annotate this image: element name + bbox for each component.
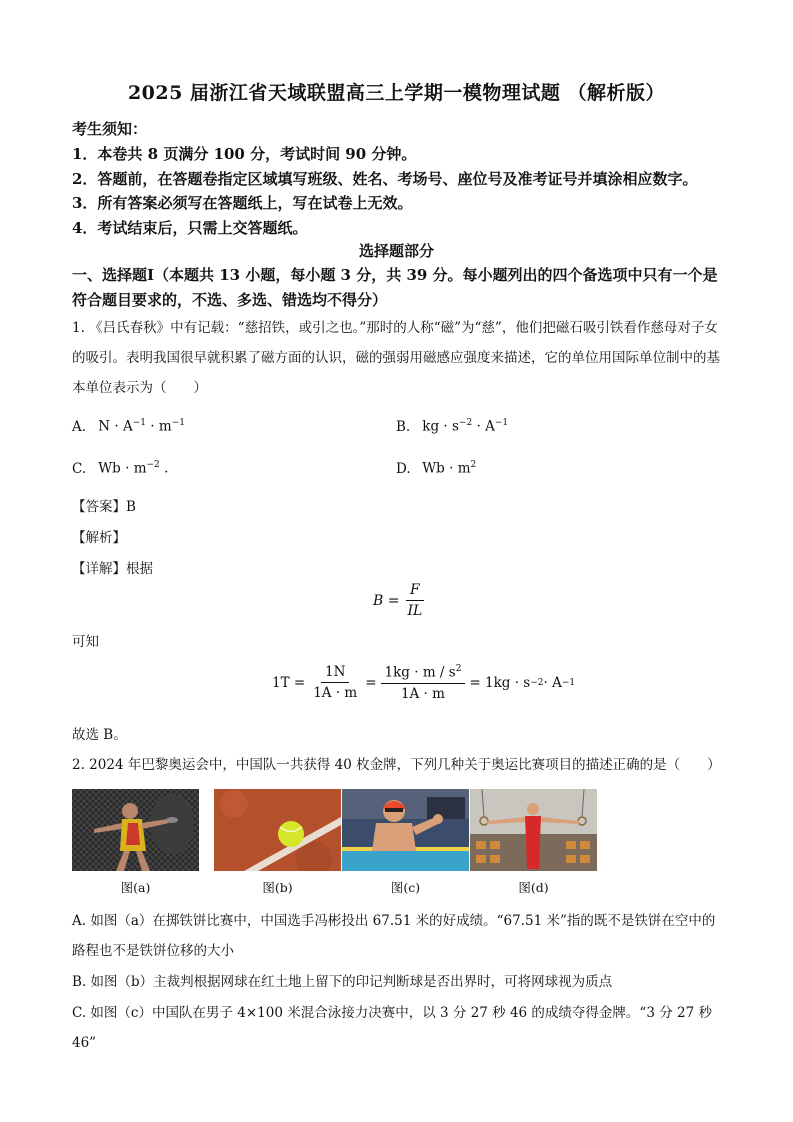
q2-option-c[interactable]: C. 如图（c）中国队在男子 4×100 米混合泳接力决赛中，以 3 分 27 秒 46 的成绩夺得金牌。“3 分 27 秒 46”	[72, 1005, 712, 1051]
option-text: Wb · m	[422, 460, 471, 477]
caption-b: 图(b)	[262, 880, 293, 895]
formula2-frac2-num: 1kg · m / s	[384, 664, 456, 681]
notice-heading: 考生须知：	[72, 120, 148, 138]
q1-option-a[interactable]: A. $N \cdot A^{-1} \cdot m^{-1}$	[72, 418, 185, 435]
formula2-rhs-tail: · A	[543, 674, 562, 691]
notice-line-4: 4．考试结束后，只需上交答题纸。	[72, 219, 308, 237]
formula2-frac1-num: 1N	[321, 664, 349, 683]
caption-a: 图(a)	[120, 880, 151, 895]
option-text: Wb · m	[98, 460, 147, 477]
notice-line-3: 3．所有答案必须写在答题纸上，写在试卷上无效。	[72, 194, 413, 212]
q1-answer: 【答案】B	[72, 499, 136, 515]
option-text: N · A	[98, 418, 133, 435]
q2-stem: 2. 2024 年巴黎奥运会中，中国队一共获得 40 枚金牌，下列几种关于奥运比赛项目的描述正确的是（ ）	[72, 757, 721, 773]
q1-knowing: 可知	[72, 634, 99, 650]
q2-option-b[interactable]: B. 如图（b）主裁判根据网球在红土地上留下的印记判断球是否出界时，可将网球视为质点	[72, 974, 613, 990]
section-title: 选择题部分	[358, 242, 434, 260]
photo-swimmer	[342, 789, 469, 871]
q2-option-a[interactable]: A. 如图（a）在掷铁饼比赛中，中国选手冯彬投出 67.51 米的好成绩。“67.51 米”指的既不是铁饼在空中的路程也不是铁饼位移的大小	[72, 913, 716, 959]
q1-option-b[interactable]: B. kg · $s^{-2} \cdot A^{-1}$	[396, 418, 509, 435]
option-letter: D.	[396, 460, 411, 477]
photo-discus-thrower	[72, 789, 199, 871]
q1-stem: 1. 《吕氏春秋》中有记载：“慈招铁，或引之也。”那时的人称“磁”为“慈”，他们把磁石吸引铁看作慈母对子女的吸引。表明我国很早就积累了磁方面的认识，磁的强弱用磁感应强度来描述，它的单位用国际单位制中的基本单位表示为（ ）	[72, 320, 720, 396]
part1-heading: 一、选择题Ⅰ（本题共 13 小题，每小题 3 分，共 39 分。每小题列出的四个备选项中只有一个是符合题目要求的，不选、多选、错选均不得分）	[72, 266, 718, 309]
formula2-frac1-den: 1A · m	[313, 685, 358, 702]
option-letter: C.	[72, 460, 87, 477]
q1-option-d[interactable]: D. $Wb \cdot m^2$	[396, 460, 477, 477]
formula-lhs: B =	[373, 592, 400, 609]
notice-line-2: 2．答题前，在答题卷指定区域填写班级、姓名、考场号、座位号及准考证号并填涂相应数字。	[72, 170, 698, 188]
formula-numerator: F	[406, 582, 424, 601]
option-text: kg · s	[422, 418, 459, 435]
option-letter: A.	[72, 418, 87, 435]
formula-unit-tesla: 1T = $\frac{1N}{1A \cdot m}$ = $\frac{1kg \cdot m / s^2}{1A \cdot m}$ = 1kg · s −2 · A −1	[272, 664, 576, 702]
q1-conclusion: 故选 B。	[72, 727, 127, 743]
photo-gymnast-rings	[470, 789, 597, 871]
caption-d: 图(d)	[518, 880, 549, 895]
formula2-lhs: 1T =	[272, 674, 306, 691]
caption-c: 图(c)	[390, 880, 421, 895]
formula-denominator: IL	[407, 603, 423, 619]
q1-detail: 【详解】根据	[72, 561, 153, 577]
formula2-frac2-den: 1A · m	[400, 685, 445, 702]
photo-tennis-ball	[214, 789, 341, 871]
q1-analysis: 【解析】	[72, 530, 126, 546]
q1-option-c[interactable]: C. $Wb \cdot m^{-2}$ .	[72, 460, 169, 477]
page-title: 2025 届浙江省天域联盟高三上学期一模物理试题 （解析版）	[127, 82, 666, 104]
option-letter: B.	[396, 418, 411, 435]
formula-b-equals-f-over-il	[373, 582, 430, 619]
formula2-rhs: = 1kg · s	[469, 674, 531, 691]
notice-line-1: 1．本卷共 8 页满分 100 分，考试时间 90 分钟。	[72, 145, 417, 163]
